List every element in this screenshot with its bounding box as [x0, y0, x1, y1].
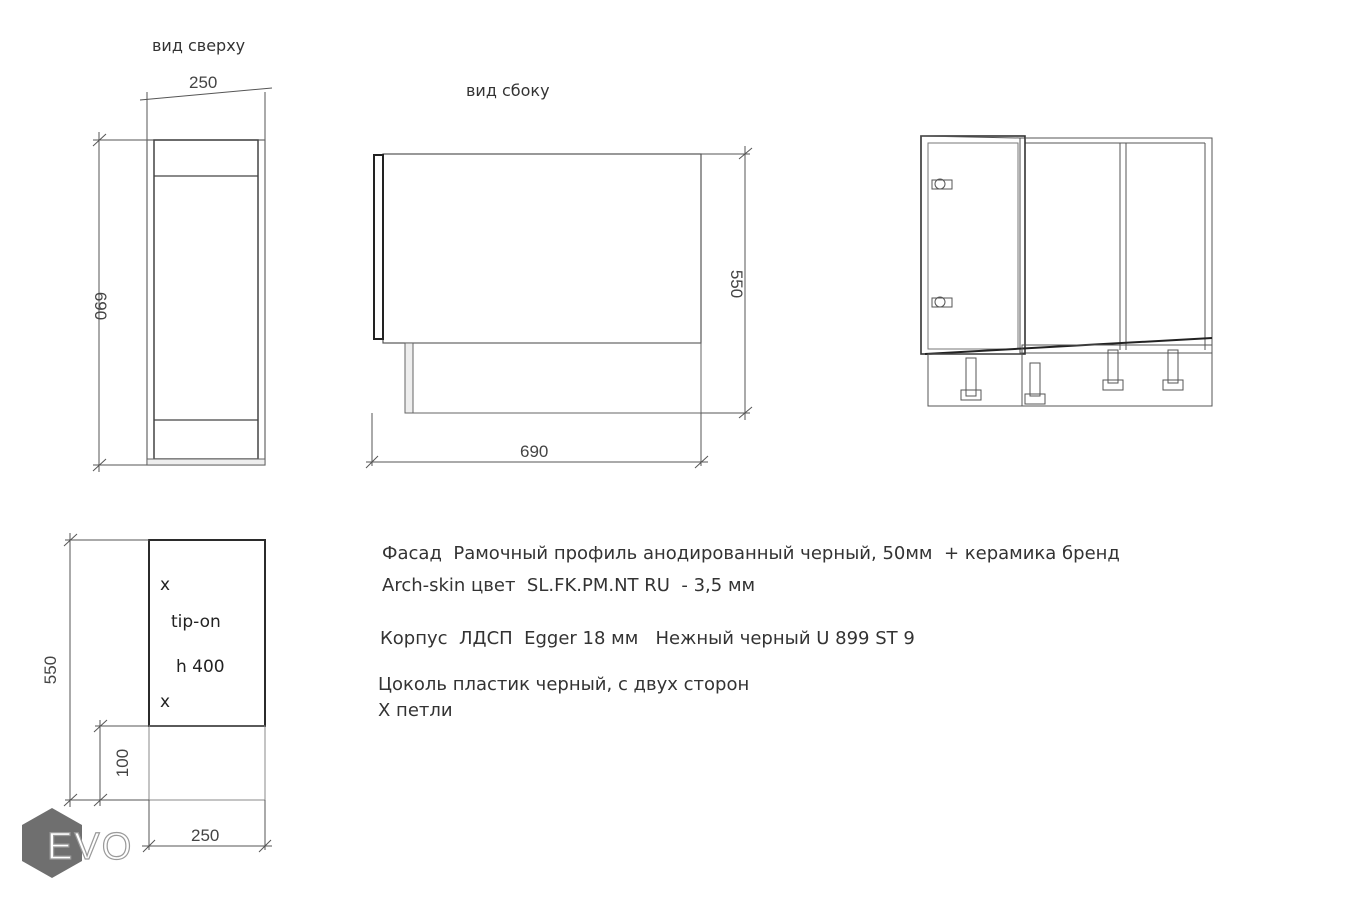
opening-label: tip-on	[171, 612, 221, 632]
side-depth-label: 690	[520, 442, 549, 461]
facade-side	[374, 155, 383, 339]
front-height-label: 550	[41, 655, 60, 685]
side-height-label: 550	[727, 269, 746, 299]
front-plinth-label: 100	[113, 748, 132, 778]
facade-height-label: h 400	[176, 657, 225, 677]
logo-text: EVO	[47, 826, 134, 868]
side-view	[366, 81, 752, 468]
hinges-note: Х петли	[378, 700, 453, 721]
top-view-title: вид сверху	[152, 36, 246, 55]
hinge-icon	[932, 179, 952, 307]
facade-note-line2: Arch-skin цвет SL.FK.PM.NT RU - 3,5 мм	[382, 575, 756, 596]
top-depth-label: 690	[91, 291, 110, 321]
hinge-mark-top: x	[160, 575, 171, 595]
legs	[961, 350, 1183, 404]
body-note: Корпус ЛДСП Egger 18 мм Нежный черный U 899 ST 9	[380, 628, 915, 649]
plinth-note: Цоколь пластик черный, с двух сторон	[378, 674, 750, 695]
front-width-label: 250	[191, 826, 220, 845]
facade-note-line1: Фасад Рамочный профиль анодированный черный, 50мм + керамика бренд	[382, 543, 1120, 564]
top-view	[91, 36, 272, 472]
cabinet-side-body	[383, 154, 701, 343]
hinge-mark-bottom: x	[160, 692, 171, 712]
top-width-label: 250	[189, 73, 218, 92]
isometric-view	[921, 136, 1212, 406]
cabinet-top-outline	[147, 140, 265, 465]
side-view-title: вид сбоку	[466, 81, 550, 100]
evo-logo	[22, 808, 133, 878]
front-view	[41, 533, 272, 852]
